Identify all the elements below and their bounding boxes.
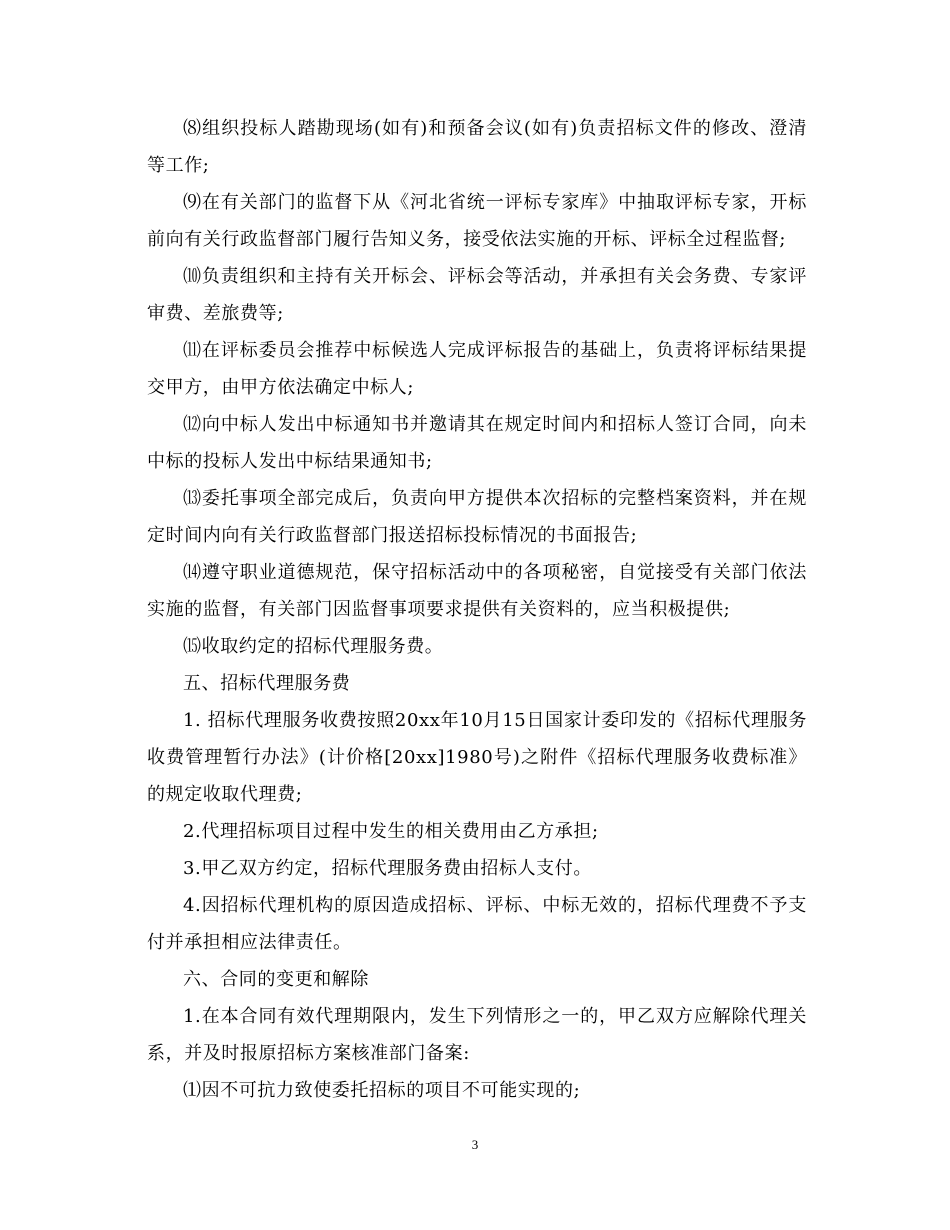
fee-clause-1: 1. 招标代理服务收费按照20xx年10月15日国家计委印发的《招标代理服务收费管理暂行办法》(计价格[20xx]1980号)之附件《招标代理服务收费标准》的规定收取代理费; (147, 710, 807, 805)
paragraph-item-13: ⒀委托事项全部完成后，负责向甲方提供本次招标的完整档案资料，并在规定时间内向有关行政监督部门报送招标投标情况的书面报告; (147, 488, 807, 546)
paragraph-item-12: ⑿向中标人发出中标通知书并邀请其在规定时间内和招标人签订合同，向未中标的投标人发出中标结果通知书; (147, 414, 807, 472)
paragraph-item-9: ⑼在有关部门的监督下从《河北省统一评标专家库》中抽取评标专家，开标前向有关行政监督部门履行告知义务，接受依法实施的开标、评标全过程监督; (147, 192, 807, 250)
change-subitem-1: ⑴因不可抗力致使委托招标的项目不可能实现的; (183, 1080, 581, 1101)
paragraph-item-8: ⑻组织投标人踏勘现场(如有)和预备会议(如有)负责招标文件的修改、澄清等工作; (147, 118, 807, 176)
section-heading-change: 六、合同的变更和解除 (183, 969, 369, 990)
paragraph-item-10: ⑽负责组织和主持有关开标会、评标会等活动，并承担有关会务费、专家评审费、差旅费等; (147, 266, 807, 324)
page-number: 3 (471, 1137, 479, 1152)
document-body (147, 110, 807, 1109)
paragraph-item-11: ⑾在评标委员会推荐中标候选人完成评标报告的基础上，负责将评标结果提交甲方，由甲方依法确定中标人; (147, 340, 807, 398)
paragraph-item-15: ⒂收取约定的招标代理服务费。 (183, 636, 444, 657)
fee-clause-4: 4.因招标代理机构的原因造成招标、评标、中标无效的，招标代理费不予支付并承担相应法律责任。 (147, 895, 807, 953)
fee-clause-3: 3.甲乙双方约定，招标代理服务费由招标人支付。 (183, 858, 592, 879)
section-heading-fee: 五、招标代理服务费 (183, 673, 351, 694)
change-clause-1: 1.在本合同有效代理期限内，发生下列情形之一的，甲乙双方应解除代理关系，并及时报原招标方案核准部门备案: (147, 1006, 807, 1064)
paragraph-item-14: ⒁遵守职业道德规范，保守招标活动中的各项秘密，自觉接受有关部门依法实施的监督，有关部门因监督事项要求提供有关资料的，应当积极提供; (147, 562, 807, 620)
fee-clause-2: 2.代理招标项目过程中发生的相关费用由乙方承担; (183, 821, 599, 842)
